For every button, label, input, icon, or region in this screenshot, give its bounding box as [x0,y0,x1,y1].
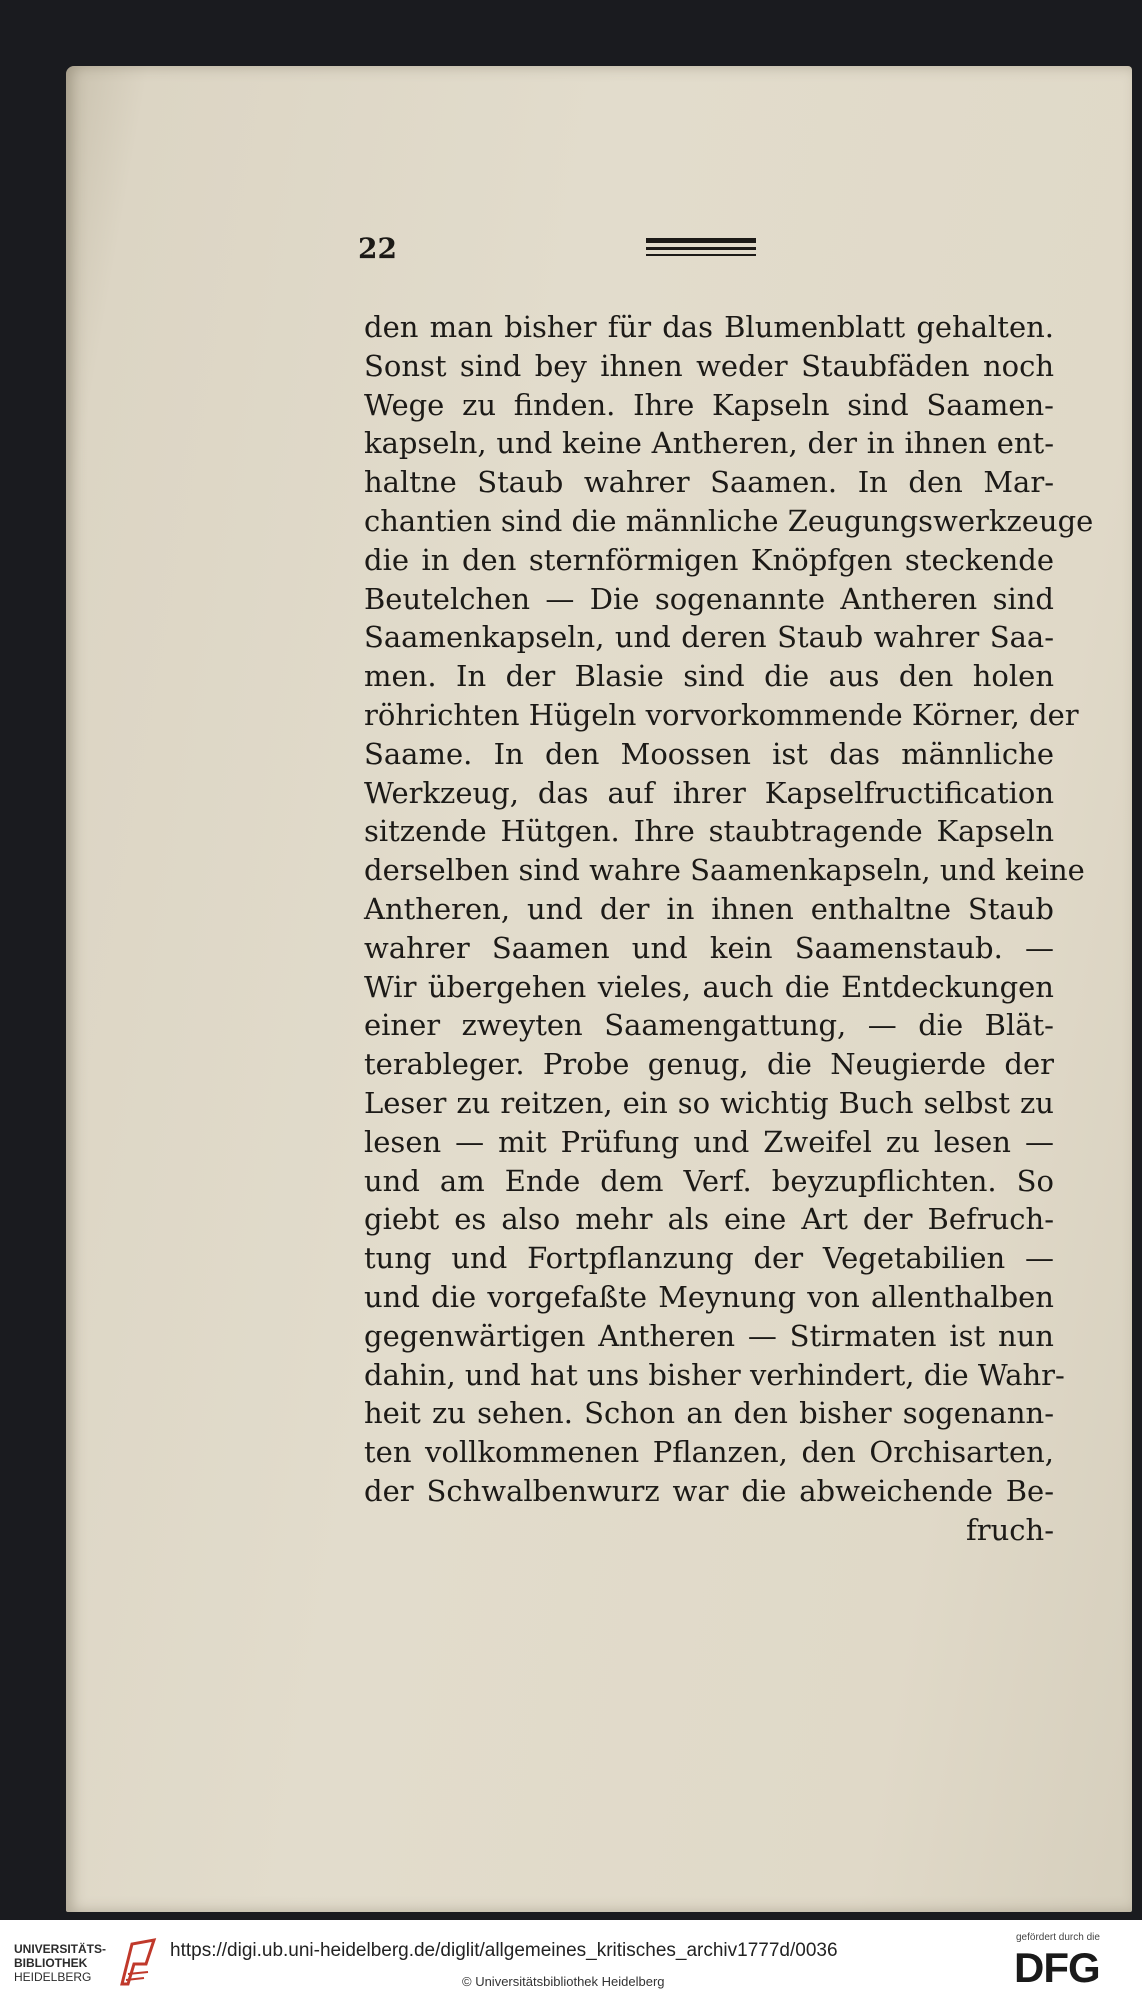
text-line: und die vorgefaßte Meynung von allenthalben [364,1279,1054,1314]
text-line: Leser zu reitzen, ein so wichtig Buch selbst zu [364,1085,1054,1120]
text-line: die in den sternförmigen Knöpfgen steckende [364,542,1054,577]
text-line: haltne Staub wahrer Saamen. In den Mar- [364,465,1054,500]
page-number: 22 [358,232,397,265]
text-line: Beutelchen — Die sogenannte Antheren sind [364,581,1054,616]
dfg-logo: DFG [1014,1944,1100,1991]
text-line: sitzende Hütgen. Ihre staubtragende Kapseln [364,814,1054,849]
library-name [14,1942,106,1984]
text-line: heit zu sehen. Schon an den bisher sogenann- [364,1396,1054,1431]
text-line: den man bisher für das Blumenblatt gehalten. [364,310,1054,344]
library-name-line2: BIBLIOTHEK [14,1956,88,1970]
text-line: Werkzeug, das auf ihrer Kapselfructification [364,775,1054,810]
text-line: dahin, und hat uns bisher verhindert, die Wahr- [364,1357,1065,1392]
sponsor-label: gefördert durch die [1016,1932,1100,1943]
text-line: gegenwärtigen Antheren — Stirmaten ist nun [364,1318,1054,1353]
text-line: und am Ende dem Verf. beyzupflichten. So [364,1163,1054,1198]
text-line: Antheren, und der in ihnen enthaltne Staub [364,891,1054,926]
library-name-line3: HEIDELBERG [14,1970,92,1984]
text-line: Wir übergehen vieles, auch die Entdeckungen [364,969,1054,1004]
permalink-url[interactable]: https://digi.ub.uni-heidelberg.de/diglit/allgemeines_kritisches_archiv1777d/0036 [170,1940,838,1961]
copyright-notice: © Universitätsbibliothek Heidelberg [462,1974,665,1989]
library-logo-icon [118,1934,158,1992]
text-line: Saamenkapseln, und deren Staub wahrer Saa- [364,620,1054,655]
text-line: lesen — mit Prüfung und Zweifel zu lesen — [364,1124,1054,1159]
header-rule [646,238,756,258]
text-line: Wege zu finden. Ihre Kapseln sind Saamen- [364,387,1054,422]
viewer-footer [0,1920,1142,2003]
text-line: giebt es also mehr als eine Art der Befruch- [364,1202,1054,1237]
text-line: einer zweyten Saamengattung, — die Blät- [364,1008,1054,1043]
text-line: chantien sind die männliche Zeugungswerkzeuge [364,503,1094,538]
text-line: der Schwalbenwurz war die abweichende Be- [364,1473,1054,1508]
text-line: röhrichten Hügeln vorvorkommende Körner, der [364,697,1079,732]
text-line: wahrer Saamen und kein Saamenstaub. — [364,930,1054,965]
text-line: derselben sind wahre Saamenkapseln, und keine [364,853,1085,888]
text-line: Sonst sind bey ihnen weder Staubfäden noch [364,348,1054,383]
library-name-line1: UNIVERSITÄTS- [14,1942,107,1956]
text-line: ten vollkommenen Pflanzen, den Orchisarten, [364,1435,1054,1470]
text-line: terableger. Probe genug, die Neugierde der [364,1047,1054,1082]
text-line: men. In der Blasie sind die aus den holen [364,659,1054,694]
text-line: tung und Fortpflanzung der Vegetabilien — [364,1241,1054,1276]
page-text [364,308,1094,1550]
text-line: kapseln, und keine Antheren, der in ihnen ent- [364,426,1054,461]
catchword: fruch- [966,1512,1054,1547]
text-line: Saame. In den Moossen ist das männliche [364,736,1054,771]
